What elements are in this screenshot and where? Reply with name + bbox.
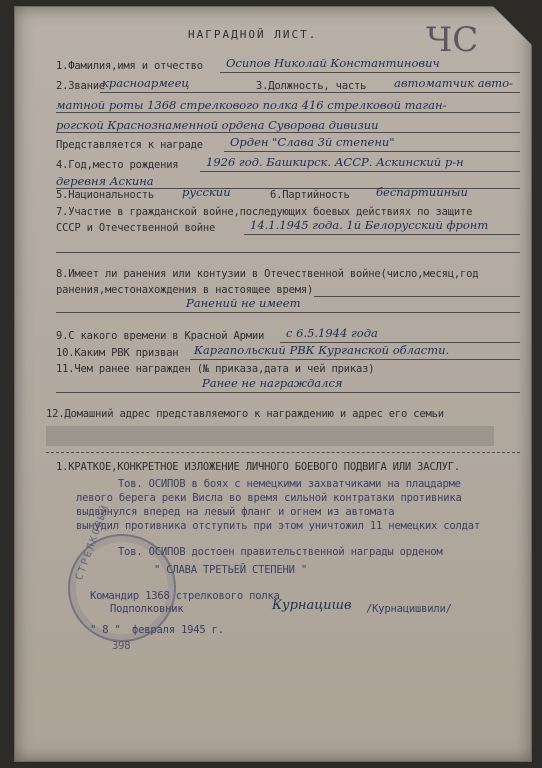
section-heading: 1.КРАТКОЕ,КОНКРЕТНОЕ ИЗЛОЖЕНИЕ ЛИЧНОГО БОЕВОГО ПОДВИГА ИЛИ ЗАСЛУГ. bbox=[56, 461, 461, 473]
field-2-value: красноармеец bbox=[102, 76, 190, 90]
signer-rank: Подполковник bbox=[110, 603, 184, 615]
feat-line-2: левого берега реки Висла во время сильной контратаки противника bbox=[76, 492, 462, 504]
field-3-value-b: матной роты 1368 стрелкового полка 416 стрелковой таган- bbox=[56, 98, 447, 112]
field-5-value: русский bbox=[182, 185, 231, 199]
field-1-label: 1.Фамилия,имя и отчество bbox=[56, 60, 203, 72]
field-3-underline-b bbox=[56, 112, 520, 113]
field-5-label: 5.Национальность bbox=[56, 189, 154, 201]
field-4-label: 4.Год,место рождения bbox=[56, 159, 179, 171]
feat-line-5: Тов. ОСИПОВ достоен правительственной награды орденом bbox=[118, 546, 443, 558]
date-rest: февраля 1945 г. bbox=[132, 624, 224, 636]
field-11-value: Ранее не награждался bbox=[202, 376, 343, 390]
field-4-value-b: деревня Аскина bbox=[56, 174, 154, 188]
field-6-label: 6.Партийность bbox=[270, 189, 350, 201]
feat-line-3: выдвинулся вперед на левый фланг и огнем из автомата bbox=[76, 506, 395, 518]
field-8-underline bbox=[314, 296, 520, 297]
field-3-value-a: автоматчик авто- bbox=[394, 76, 514, 90]
field-10-value: Каргапольский РВК Курганской области. bbox=[194, 343, 450, 357]
field-8-label-b: ранения,местонахождения в настоящее время) bbox=[56, 284, 314, 296]
field-7-underline bbox=[244, 234, 520, 235]
award-sheet bbox=[14, 6, 532, 762]
field-7-value: 14.1.1945 года. 1й Белорусский фронт bbox=[250, 218, 489, 232]
redacted-address bbox=[46, 426, 494, 446]
sheet-title: НАГРАДНОЙ ЛИСТ. bbox=[188, 28, 318, 41]
field-9-label: 9.С какого времени в Красной Армии bbox=[56, 330, 265, 342]
field-11-label: 11.Чем ранее награжден (№ приказа,дата и чей приказ) bbox=[56, 363, 375, 375]
torn-corner bbox=[482, 6, 532, 66]
nomination-value: Орден "Слава 3й степени" bbox=[230, 135, 395, 149]
margin-mark: ЧС bbox=[426, 20, 479, 60]
field-8-value: Ранений не имеет bbox=[186, 296, 301, 310]
field-8-label-a: 8.Имеет ли ранения или контузии в Отечественной войне(число,месяц,год bbox=[56, 268, 479, 280]
field-11-underline bbox=[56, 392, 520, 393]
field-3-label: 3.Должность, часть bbox=[256, 80, 367, 92]
field-9-value: с 6.5.1944 года bbox=[286, 326, 378, 340]
field-10-underline bbox=[190, 359, 520, 360]
nomination-underline bbox=[224, 151, 520, 152]
field-8-underline-b bbox=[56, 312, 520, 313]
field-4-value-a: 1926 год. Башкирск. АССР. Аскинский р-н bbox=[206, 155, 464, 169]
nomination-label: Представляется к награде bbox=[56, 139, 203, 151]
field-7-label-b: СССР и Отечественной войне bbox=[56, 222, 216, 234]
signer-name: /Курнацишвили/ bbox=[366, 603, 452, 615]
field-1-value: Осипов Николай Константинович bbox=[226, 56, 440, 70]
field-2-underline bbox=[100, 92, 520, 93]
field-2-label: 2.Звание bbox=[56, 80, 105, 92]
page-number: 398 bbox=[112, 640, 131, 652]
feat-line-4: вынудил противника отступить при этом уничтожил 11 немецких солдат bbox=[76, 520, 481, 532]
field-7-underline-b bbox=[56, 252, 520, 253]
field-10-label: 10.Каким РВК призван bbox=[56, 347, 179, 359]
field-12-label: 12.Домашний адрес представляемого к награждению и адрес его семьи bbox=[46, 408, 444, 420]
field-3-value-c: рогской Краснознаменной ордена Суворова дивизии bbox=[56, 118, 379, 132]
field-3-underline-c bbox=[56, 132, 520, 133]
field-7-label-a: 7.Участие в гражданской войне,последующих боевых действиях по защите bbox=[56, 206, 473, 218]
signer-title: Командир 1368 стрелкового полка bbox=[90, 590, 280, 602]
feat-line-1: Тов. ОСИПОВ в боях с немецкими захватчиками на плацдарме bbox=[118, 478, 461, 490]
section-divider bbox=[46, 452, 520, 453]
handwritten-signature: Курнацишв bbox=[272, 598, 352, 613]
stamp-text: СТРЕЛКОВЫЙ bbox=[74, 502, 112, 582]
field-1-underline bbox=[220, 72, 520, 73]
date-day: " 8 " bbox=[90, 624, 121, 636]
field-6-value: беспартийный bbox=[376, 185, 468, 199]
field-4-underline bbox=[200, 171, 520, 172]
feat-line-6: " СЛАВА ТРЕТЬЕЙ СТЕПЕНИ " bbox=[154, 564, 308, 576]
